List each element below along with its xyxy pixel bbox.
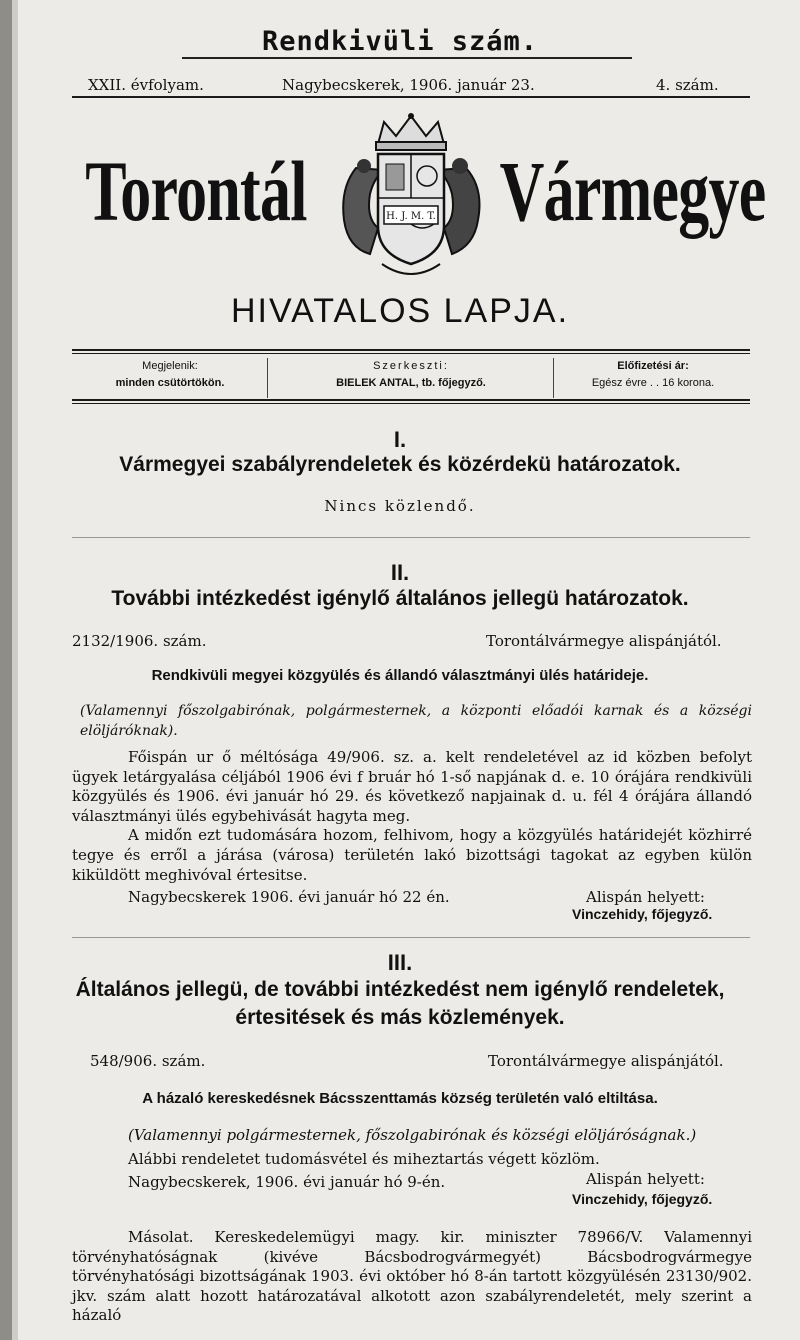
section1-title: Vármegyei szabályrendeletek és közérdekü határozatok. [119,453,681,476]
section1-numeral: I. [393,427,407,452]
place-date: Nagybecskerek, 1906. január 23. [282,76,535,94]
section2-body-p2: A midőn ezt tudomására hozom, felhivom, hogy a közgyülés határidejét közhirré tegye és erről a járása (városa) területén lakó bizottsági tagokat az egyben külön kiküldött meghivóval értesitse. [72,826,752,884]
special-issue-rule [182,57,632,59]
section2-divider [72,937,750,938]
price-label: Előfizetési ár: [617,360,689,372]
info-price [558,358,748,392]
price-value: Egész évre . . 16 korona. [591,377,715,389]
section3-title-line2: értesitések és más közlemények. [235,1006,565,1029]
section2-addressees: (Valamennyi főszolgabirónak, polgármesternek, a központi előadói karnak és a községi elöljáróknak). [80,703,752,739]
section2-item-title: Rendkivüli megyei közgyülés és állandó választmányi ülés határideje. [151,667,649,684]
section2-place-date: Nagybecskerek 1906. évi január hó 22 én. [128,888,450,906]
section3-sign-title: Alispán helyett: [586,1170,705,1188]
section3-place-date: Nagybecskerek, 1906. évi január hó 9-én. [128,1173,446,1191]
section3-signature: Vinczehidy, főjegyző. [572,1191,713,1207]
section2-body [72,748,752,885]
section2-signature: Vinczehidy, főjegyző. [572,906,713,922]
section3-item-title: A házaló kereskedésnek Bácsszenttamás község területén való eltiltása. [142,1090,658,1107]
info-separator-2 [553,358,554,398]
info-box-bottom-rule [72,399,750,401]
info-editor [272,358,550,392]
crest-text: H. J. M. T. [386,211,436,222]
masthead-right: Vármegye [499,143,766,239]
section3-copy-text: Másolat. Kereskedelemügyi magy. kir. miniszter 78966/V. Valamennyi törvényhatóságnak (kivéve Bácsbodrogvármegyét) Bácsbodrogvármegye törvényhatósági bizottságának 1903. évi október hó 8-án tartott közgyülésén 23130/902. jkv. szám alatt hozott határozatával alkotott azon szabályrendeletét, mely szerint a házaló [72,1228,752,1325]
editor-value: BIELEK ANTAL, tb. főjegyző. [336,377,486,389]
section3-ref-source: Torontálvármegye alispánjától. [488,1052,724,1070]
section3-notice: Alábbi rendeletet tudomásvétel és miheztartás végett közlöm. [128,1150,600,1168]
section2-numeral: II. [390,560,410,585]
section1-note: Nincs közlendő. [324,497,476,515]
info-separator-1 [267,358,268,398]
section2-title: További intézkedést igénylő általános jellegü határozatok. [111,587,689,610]
section2-ref-source: Torontálvármegye alispánjától. [486,632,722,650]
coat-of-arms-icon [326,108,496,284]
info-box-top-rule-thin [72,353,750,354]
info-published [80,358,260,392]
section1-divider [72,537,750,538]
section2-body-p1: Főispán ur ő méltósága 49/906. sz. a. kelt rendeletével az id közben befolyt ügyek letárgyalása céljából 1906 évi f bruár hó 1-ső napjának d. e. 10 órájára rendkivüli közgyülés és 1906. évi január hó 29. és következő napjainak d. u. fél 4 órájára állandó választmányi ülés egybehivását hagyta meg. [72,748,752,825]
section3-addressees: (Valamennyi polgármesternek, főszolgabirónak és községi elöljáróságnak.) [128,1126,697,1144]
info-box-top-rule [72,349,750,351]
published-label: Megjelenik: [142,360,198,372]
editor-label: Szerkeszti: [373,360,449,372]
info-box-bottom-rule-thin [72,403,750,404]
published-value: minden csütörtökön. [115,377,225,389]
section2-sign-title: Alispán helyett: [586,888,705,906]
issue-number: 4. szám. [656,76,719,94]
section3-ref-number: 548/906. szám. [90,1052,206,1070]
volume-label: XXII. évfolyam. [88,76,204,94]
section3-title-line1: Általános jellegü, de további intézkedést nem igénylő rendeletek, [75,978,725,1001]
section2-ref-number: 2132/1906. szám. [72,632,207,650]
special-issue-title: Rendkivüli szám. [261,26,539,57]
section3-numeral: III. [387,950,413,975]
masthead-subtitle: HIVATALOS LAPJA. [230,292,570,330]
masthead-left: Torontál [85,143,307,239]
meta-rule [72,96,750,98]
